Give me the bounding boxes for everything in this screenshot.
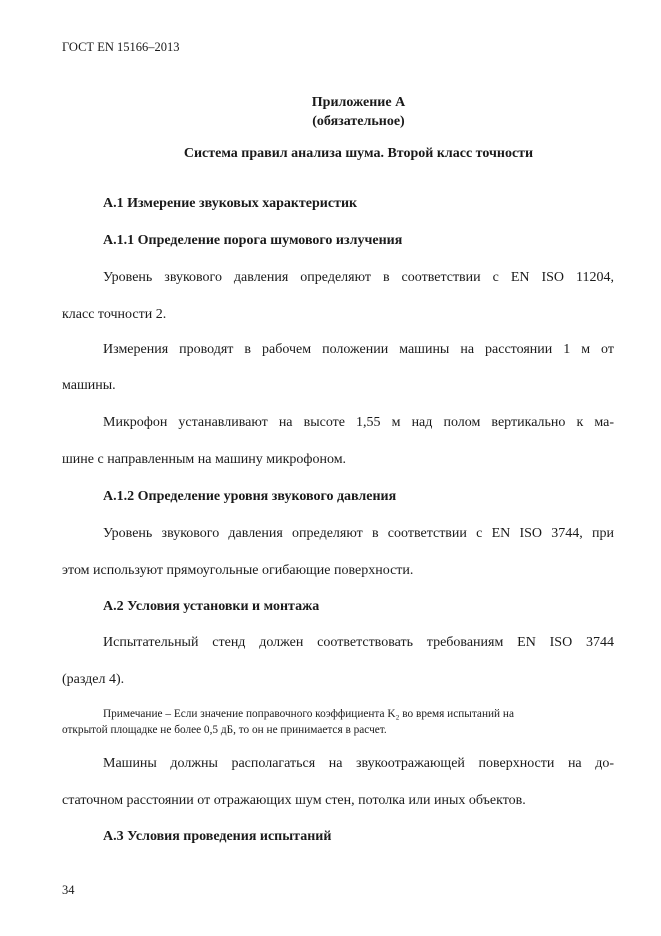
section-a3-heading: А.3 Условия проведения испытаний xyxy=(103,829,332,844)
paragraph-line: Машины должны располагаться на звукоотражающей поверхности на до- xyxy=(103,756,614,771)
paragraph-line: Измерения проводят в рабочем положении машины на расстоянии 1 м от xyxy=(103,342,614,357)
section-a12-heading: А.1.2 Определение уровня звукового давления xyxy=(103,489,397,504)
section-a11-heading: А.1.1 Определение порога шумового излучения xyxy=(103,233,403,248)
paragraph-line: Испытательный стенд должен соответствовать требованиям EN ISO 3744 xyxy=(103,635,614,650)
page-number: 34 xyxy=(62,883,75,897)
paragraph-line: шине с направленным на машину микрофоном. xyxy=(62,452,347,467)
paragraph-line: Микрофон устанавливают на высоте 1,55 м над полом вертикально к ма- xyxy=(103,415,614,430)
paragraph-line: статочном расстоянии от отражающих шум стен, потолка или иных объектов. xyxy=(62,793,526,808)
note-text: Если значение поправочного коэффициента K₂ во время испытаний на xyxy=(173,708,514,720)
note xyxy=(103,708,514,720)
appendix-status: (обязательное) xyxy=(312,114,405,129)
document-code: ГОСТ EN 15166–2013 xyxy=(62,40,180,54)
paragraph-line: этом используют прямоугольные огибающие поверхности. xyxy=(62,563,414,578)
note-continuation: открытой площадке не более 0,5 дБ, то он не принимается в расчет. xyxy=(62,724,387,736)
paragraph-line: класс точности 2. xyxy=(62,307,167,322)
paragraph-line: Уровень звукового давления определяют в соответствии с EN ISO 3744, при xyxy=(103,526,614,541)
paragraph-line: Уровень звукового давления определяют в соответствии с EN ISO 11204, xyxy=(103,270,614,285)
note-label: Примечание – xyxy=(103,708,172,720)
appendix-title: Приложение А xyxy=(311,95,406,110)
paragraph-line: машины. xyxy=(62,378,116,393)
section-a1-heading: А.1 Измерение звуковых характеристик xyxy=(103,196,358,211)
section-a2-heading: А.2 Условия установки и монтажа xyxy=(103,599,320,614)
paragraph-line: (раздел 4). xyxy=(62,672,125,687)
system-title: Система правил анализа шума. Второй класс точности xyxy=(183,146,534,161)
